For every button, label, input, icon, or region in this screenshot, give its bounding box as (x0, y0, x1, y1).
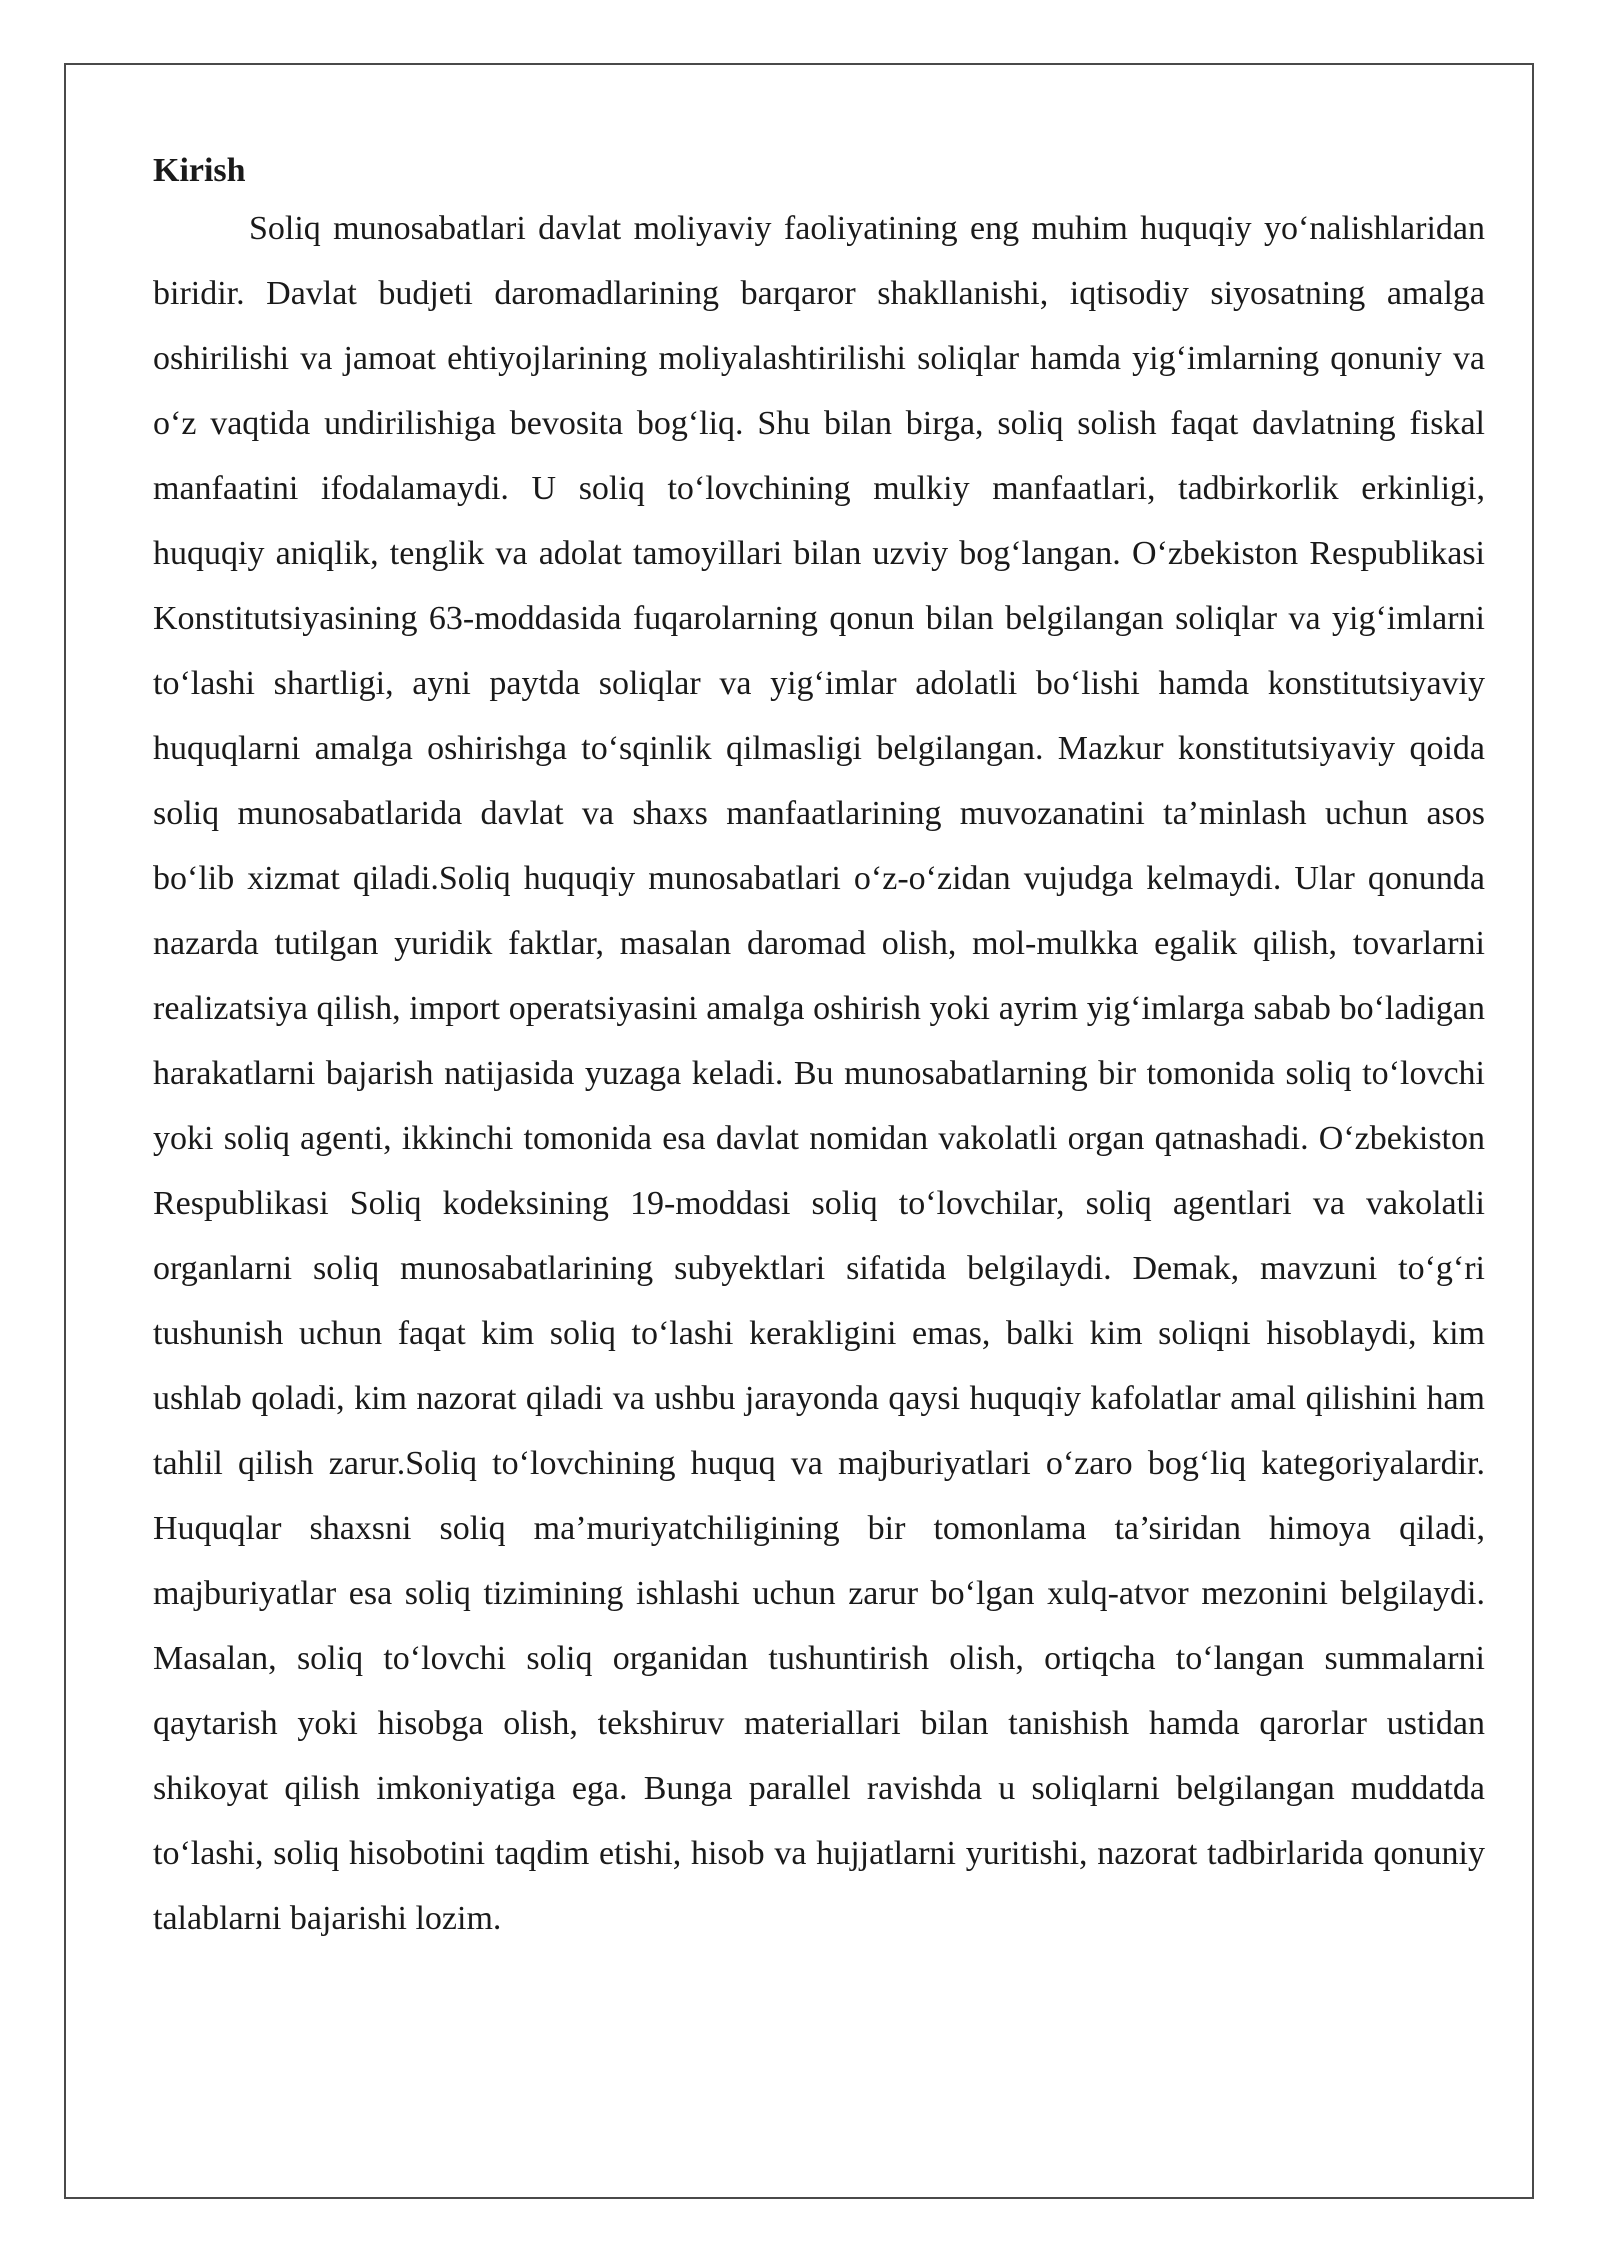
document-body (153, 146, 1485, 1951)
body-paragraph: Soliq munosabatlari davlat moliyaviy faoliyatining eng muhim huquqiy yo‘nalishlaridan biridir. Davlat budjeti daromadlarining barqaror shakllanishi, iqtisodiy siyosatning amalga oshirilishi va jamoat ehtiyojlarining moliyalashtirilishi soliqlar hamda yig‘imlarning qonuniy va o‘z vaqtida undirilishiga bevosita bog‘liq. Shu bilan birga, soliq solish faqat davlatning fiskal manfaatini ifodalamaydi. U soliq to‘lovchining mulkiy manfaatlari, tadbirkorlik erkinligi, huquqiy aniqlik, tenglik va adolat tamoyillari bilan uzviy bog‘langan. O‘zbekiston Respublikasi Konstitutsiyasining 63-moddasida fuqarolarning qonun bilan belgilangan soliqlar va yig‘imlarni to‘lashi shartligi, ayni paytda soliqlar va yig‘imlar adolatli bo‘lishi hamda konstitutsiyaviy huquqlarni amalga oshirishga to‘sqinlik qilmasligi belgilangan. Mazkur konstitutsiyaviy qoida soliq munosabatlarida davlat va shaxs manfaatlarining muvozanatini ta’minlash uchun asos bo‘lib xizmat qiladi.Soliq huquqiy munosabatlari o‘z-o‘zidan vujudga kelmaydi. Ular qonunda nazarda tutilgan yuridik faktlar, masalan daromad olish, mol-mulkka egalik qilish, tovarlarni realizatsiya qilish, import operatsiyasini amalga oshirish yoki ayrim yig‘imlarga sabab bo‘ladigan harakatlarni bajarish natijasida yuzaga keladi. Bu munosabatlarning bir tomonida soliq to‘lovchi yoki soliq agenti, ikkinchi tomonida esa davlat nomidan vakolatli organ qatnashadi. O‘zbekiston Respublikasi Soliq kodeksining 19-moddasi soliq to‘lovchilar, soliq agentlari va vakolatli organlarni soliq munosabatlarining subyektlari sifatida belgilaydi. Demak, mavzuni to‘g‘ri tushunish uchun faqat kim soliq to‘lashi kerakligini emas, balki kim soliqni hisoblaydi, kim ushlab qoladi, kim nazorat qiladi va ushbu jarayonda qaysi huquqiy kafolatlar amal qilishini ham tahlil qilish zarur.Soliq to‘lovchining huquq va majburiyatlari o‘zaro bog‘liq kategoriyalardir. Huquqlar shaxsni soliq ma’muriyatchiligining bir tomonlama ta’siridan himoya qiladi, majburiyatlar esa soliq tizimining ishlashi uchun zarur bo‘lgan xulq-atvor mezonini belgilaydi. Masalan, soliq to‘lovchi soliq organidan tushuntirish olish, ortiqcha to‘langan summalarni qaytarish yoki hisobga olish, tekshiruv materiallari bilan tanishish hamda qarorlar ustidan shikoyat qilish imkoniyatiga ega. Bunga parallel ravishda u soliqlarni belgilangan muddatda to‘lashi, soliq hisobotini taqdim etishi, hisob va hujjatlarni yuritishi, nazorat tadbirlarida qonuniy talablarni bajarishi lozim. (153, 210, 1485, 1937)
section-heading: Kirish (153, 152, 246, 189)
